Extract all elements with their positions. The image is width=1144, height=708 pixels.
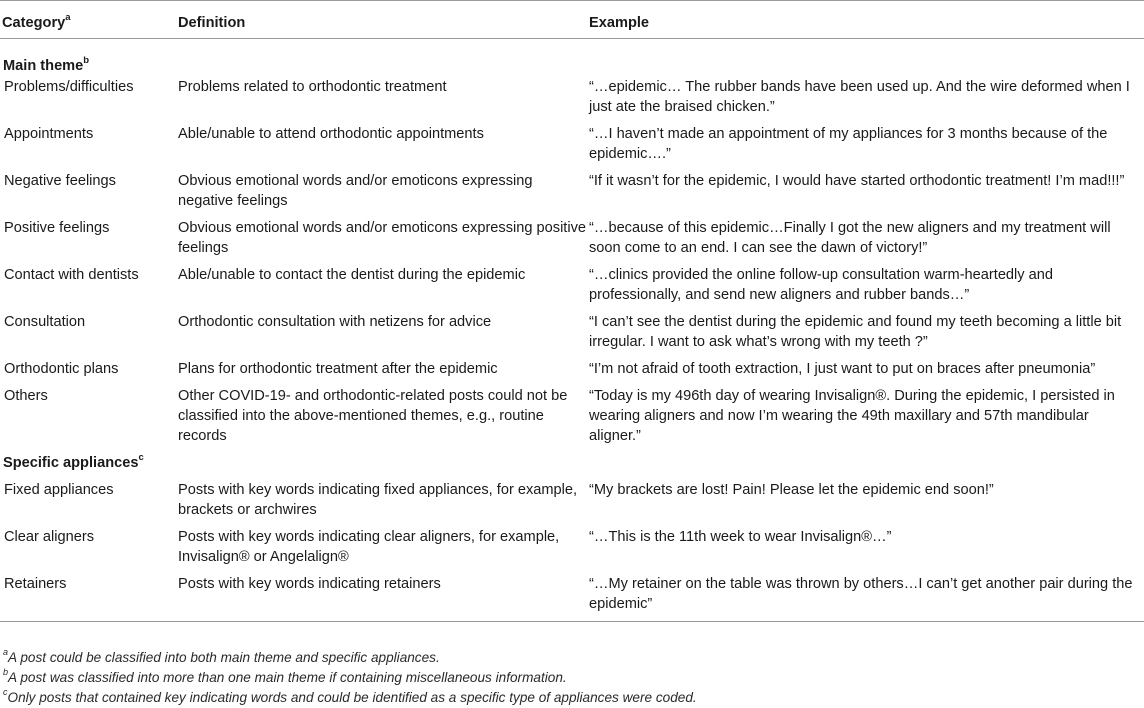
definition-cell: Posts with key words indicating fixed appliances, for example, brackets or archwires [178,481,578,518]
definition-cell: Plans for orthodontic treatment after the epidemic [178,360,498,377]
category-cell: Retainers [0,574,178,622]
table-footnotes [3,648,1133,708]
header-example: Example [589,1,1144,39]
table-row [0,124,1144,171]
table-row [0,77,1144,124]
example-cell: “…because of this epidemic…Finally I got the new aligners and my treatment will soon come to an end. I can see the dawn of victory!” [589,219,1111,256]
header-category: Category$^a$ [0,1,178,39]
section-row [0,453,1144,480]
category-cell: Contact with dentists [4,266,139,283]
footnote: $^a$A post could be classified into both main theme and specific appliances. [3,647,440,665]
example-cell: “Today is my 496th day of wearing Invisalign®. During the epidemic, I persisted in wearing aligners and now I’m wearing the 49th maxillary and 57th mandibular aligner.” [589,387,1115,444]
example-cell: “…I haven’t made an appointment of my appliances for 3 months because of the epidemic….” [589,125,1108,162]
table-row [0,574,1144,622]
section-title: Specific appliances$^c$ [3,451,144,471]
example-cell: “If it wasn’t for the epidemic, I would have started orthodontic treatment! I’m mad!!!” [589,172,1125,189]
header-definition: Definition [178,1,589,39]
definition-cell: Orthodontic consultation with netizens for advice [178,313,492,330]
table-row [0,171,1144,218]
definition-cell: Posts with key words indicating retainers [178,574,589,622]
definition-cell: Obvious emotional words and/or emoticons expressing positive feelings [178,219,587,256]
section-title: Main theme$^b$ [3,55,90,74]
table-row [0,312,1144,359]
category-cell: Positive feelings [4,219,110,236]
category-cell: Appointments [4,125,94,142]
footnote: $^c$Only posts that contained key indicating words and could be identified as a specific type of appliances were coded. [3,687,697,705]
category-cell: Others [4,387,48,404]
table-row [0,527,1144,574]
definition-cell: Posts with key words indicating clear aligners, for example, Invisalign® or Angelalign® [178,528,560,565]
table-row [0,359,1144,386]
table-row [0,265,1144,312]
definition-cell: Obvious emotional words and/or emoticons expressing negative feelings [178,172,533,209]
definition-cell: Able/unable to contact the dentist during the epidemic [178,266,526,283]
table-row [0,480,1144,527]
header-category-note: a [65,12,71,24]
example-cell: “I can’t see the dentist during the epidemic and found my teeth becoming a little bit irregular. I want to ask what’s wrong with my teeth ?” [589,313,1122,350]
header-row [0,1,1144,39]
category-cell: Consultation [4,313,86,330]
example-cell: “My brackets are lost! Pain! Please let the epidemic end soon!” [589,481,994,498]
category-cell: Clear aligners [4,528,95,545]
definition-cell: Able/unable to attend orthodontic appointments [178,125,484,142]
category-cell: Negative feelings [4,172,116,189]
example-cell: “…epidemic… The rubber bands have been used up. And the wire deformed when I just ate the braised chicken.” [589,78,1130,115]
table-row [0,386,1144,453]
footnote: $^b$A post was classified into more than one main theme if containing miscellaneous information. [3,667,567,685]
example-cell: “…clinics provided the online follow-up consultation warm-heartedly and professionally, and send new aligners and rubber bands…” [589,266,1053,303]
example-cell: “I’m not afraid of tooth extraction, I just want to put on braces after pneumonia” [589,360,1096,377]
section-row [0,39,1144,77]
category-cell: Fixed appliances [4,481,114,498]
definition-cell: Problems related to orthodontic treatment [178,78,447,95]
example-cell: “…My retainer on the table was thrown by others…I can’t get another pair during the epidemic” [589,574,1144,622]
category-cell: Orthodontic plans [4,360,119,377]
category-cell: Problems/difficulties [4,78,134,95]
example-cell: “…This is the 11th week to wear Invisalign®…” [589,528,892,545]
table-row [0,218,1144,265]
definition-cell: Other COVID-19- and orthodontic-related posts could not be classified into the above-mentioned themes, e.g., routine records [178,387,568,444]
